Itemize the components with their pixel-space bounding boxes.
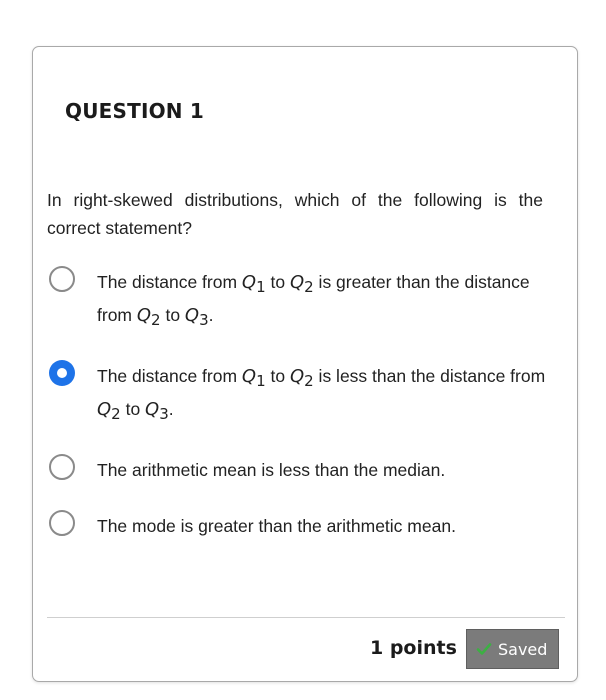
option-1-text-d: to: [160, 305, 185, 325]
option-2-math-q2: $Q_2$: [289, 366, 314, 390]
radio-button-option-2[interactable]: [49, 360, 75, 386]
option-3-label[interactable]: The arithmetic mean is less than the median.: [97, 460, 446, 480]
radio-button-option-4[interactable]: [49, 510, 75, 536]
option-1-math-q4: $Q_3$: [184, 305, 209, 329]
option-4-label[interactable]: The mode is greater than the arithmetic mean.: [97, 516, 456, 536]
option-2-text-e: .: [168, 399, 174, 419]
points-value: 1 points: [370, 637, 457, 659]
option-2-math-q3: $Q_2$: [97, 399, 121, 423]
option-1-text-b: to: [265, 272, 290, 292]
footer-divider: [47, 617, 565, 618]
option-2-label[interactable]: [97, 360, 547, 426]
radio-button-option-3[interactable]: [49, 454, 75, 480]
question-card: [32, 46, 578, 682]
option-1-text-c: is greater than the distance from: [97, 272, 530, 325]
saved-status-badge: [466, 629, 559, 669]
option-2-text-a: The distance from: [97, 366, 242, 386]
option-1-label[interactable]: [97, 266, 547, 332]
question-prompt: In right-skewed distributions, which of the following is the correct statement?: [47, 190, 543, 238]
option-2-math-q4: $Q_3$: [145, 399, 169, 423]
question-title: QUESTION 1: [65, 99, 205, 123]
option-1-text-e: .: [208, 305, 214, 325]
option-2-text-d: to: [120, 399, 146, 419]
option-2-math-q1: $Q_1$: [241, 366, 266, 390]
saved-label: Saved: [498, 639, 548, 659]
option-1-math-q1: $Q_1$: [241, 272, 266, 296]
option-2-text-c: is less than the distance from: [313, 366, 546, 386]
option-2-text-b: to: [265, 366, 290, 386]
option-1-math-q3: $Q_2$: [136, 305, 161, 329]
check-icon: [476, 641, 492, 657]
option-1-text-a: The distance from: [97, 272, 242, 292]
radio-button-option-1[interactable]: [49, 266, 75, 292]
option-1-math-q2: $Q_2$: [289, 272, 314, 296]
